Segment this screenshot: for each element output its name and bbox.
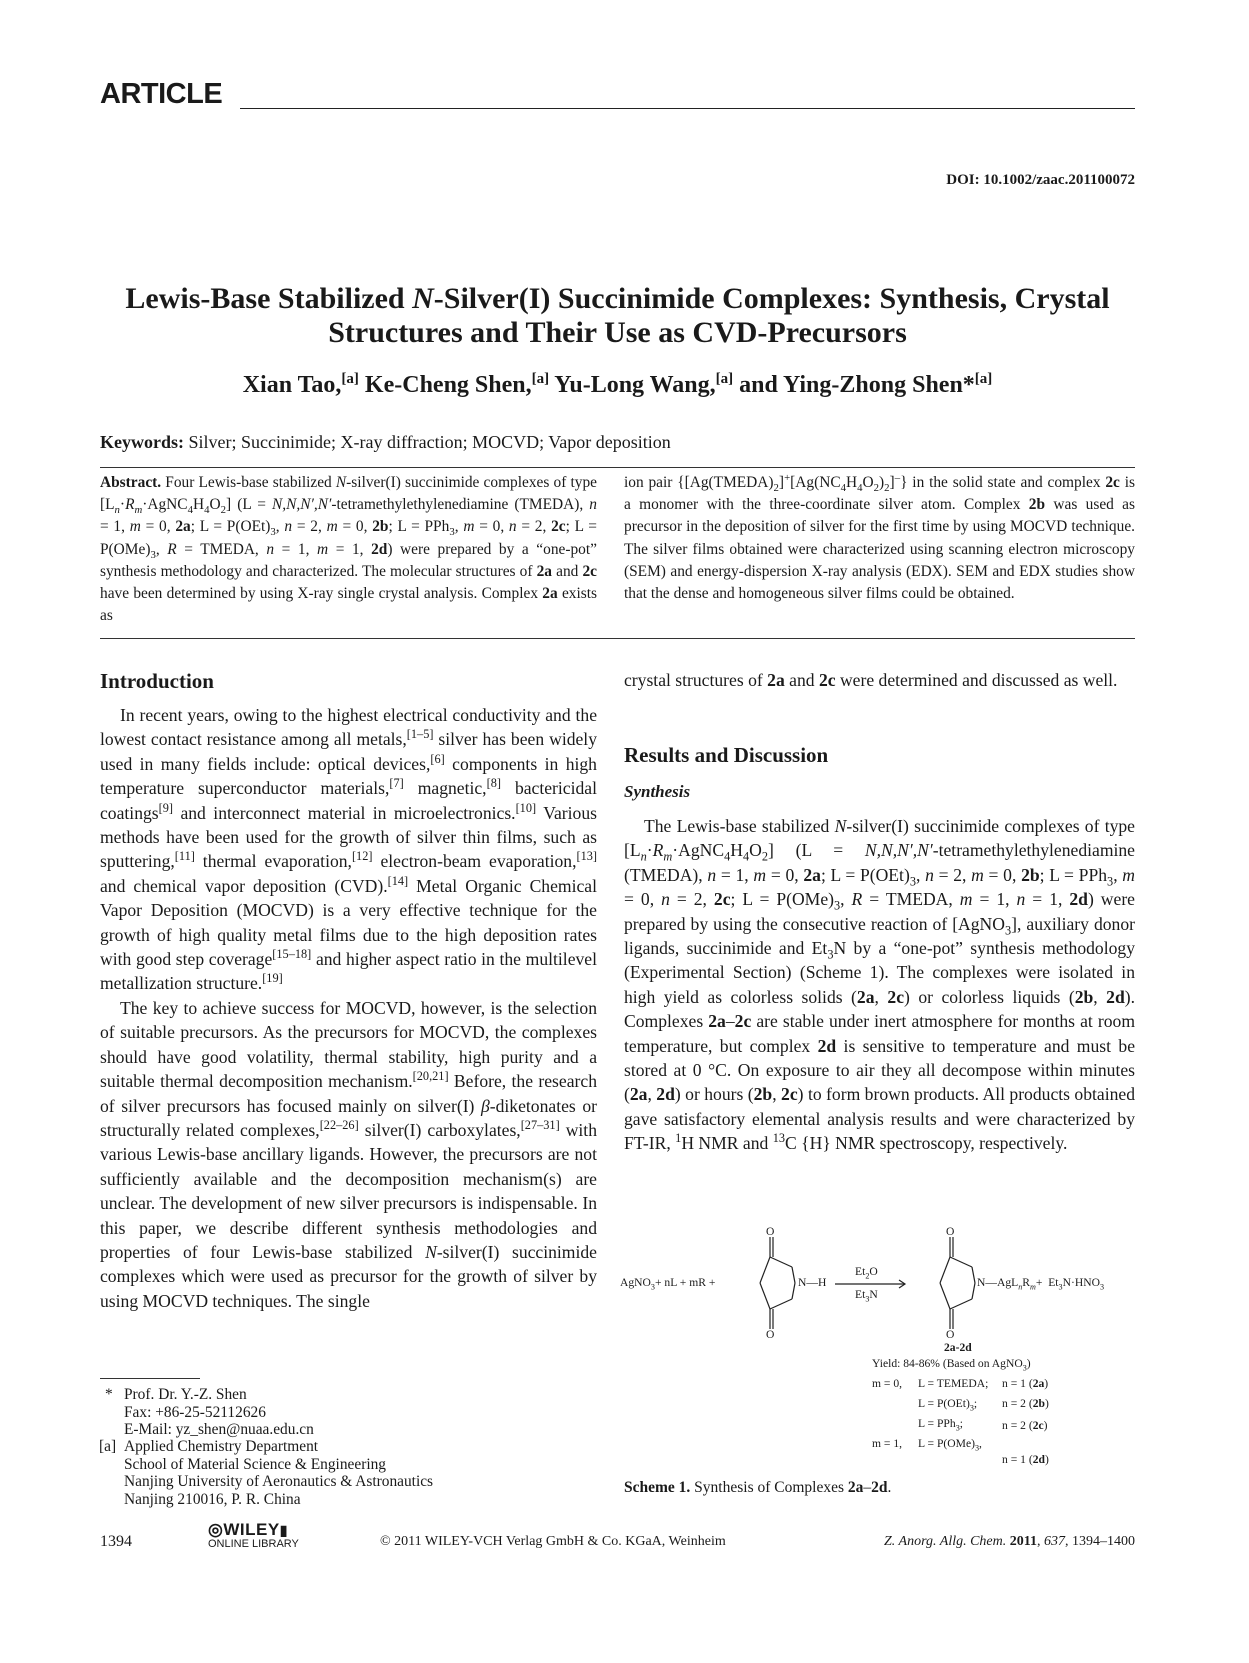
author-2: Ke-Cheng Shen,	[364, 372, 532, 398]
affiliation-mark: [a]	[99, 1438, 117, 1455]
copyright: © 2011 WILEY-VCH Verlag GmbH & Co. KGaA, Weinheim	[380, 1534, 726, 1549]
abstract-top-rule	[100, 467, 1135, 468]
product-ring	[940, 1237, 975, 1329]
title-line-2: Structures and Their Use as CVD-Precursors	[328, 316, 907, 349]
author-list: Xian Tao,[a] Ke-Cheng Shen,[a] Yu-Long Wang,[a] and Ying-Zhong Shen*[a]	[242, 371, 993, 398]
page-number: 1394	[100, 1533, 132, 1550]
synthesis-body: The Lewis-base stabilized N-silver(I) succinimide complexes of type $[L_n\cdot R_m\cdot AgNC_4H_4O_2] (L$ = N,N,N′,N′-tetramethylethylenediamine (TMEDA), n = 1, m = 0, 2a; $L = P(OEt)_3$, n = 2, m = 0, 2b; L = PPh$_3$, m = 0, n = 2, 2c; $L = P(OMe)_3$, R = TMEDA, m = 1, n = 1, 2d) were prepared by using the consecutive reaction of [AgNO$_3$], auxiliary donor ligands, succinimide and $Et_3N$ by a “one-pot” synthesis methodology (Experimental Section) (Scheme 1). The complexes were isolated in high yield as colorless solids (2a, 2c) or colorless liquids (2b, 2d). Complexes 2a–2c are stable under inert atmosphere for months at room temperature, but complex 2d is sensitive to temperature and must be stored at 0 °C. On exposure to air they all decompose within minutes (2a, 2d) or hours (2b, 2c) to form brown products. All products obtained gave satisfactory elemental analysis results and were characterized by FT-IR, $^1$H NMR and $^{13}$C {H} NMR spectroscopy, respectively.	[624, 816, 1136, 1154]
author-1: Xian Tao,	[242, 372, 342, 398]
keywords-label: Keywords:	[100, 432, 184, 452]
scheme-caption: Scheme 1. Synthesis of Complexes 2a–2d.	[624, 1479, 892, 1496]
affiliation: Applied Chemistry Department School of Material Science & Engineering Nanjing University of Aeronautics & Astronautics Nanjing 210016, P. R. China	[124, 1438, 434, 1508]
base-label: $Et_3N$	[855, 1288, 878, 1304]
abstract-right: ion pair $\{[Ag(TMEDA)_2]^+[Ag(NC_4H_4O_2)_2]^-\}$ in the solid state and complex 2c is a monomer with the three-coordinate silver atom. Complex 2b was used as precursor in the deposition of silver for the first time by using MOCVD technique. The silver films obtained were characterized using scanning electron microscopy (SEM) and energy-dispersion X-ray analysis (EDX). SEM and EDX studies show that the dense and homogeneous silver films could be obtained.	[624, 471, 1136, 603]
wiley-logo[interactable]: ◎WILEY▮ ONLINE LIBRARY	[208, 1520, 299, 1550]
intro-continued: crystal structures of 2a and 2c were determined and discussed as well.	[624, 670, 1118, 690]
email[interactable]: E-Mail: yz_shen@nuaa.edu.cn	[124, 1421, 314, 1438]
solvent-label: $Et_2O$	[855, 1265, 878, 1281]
section-results: Results and Discussion	[624, 743, 829, 767]
header-rule	[240, 108, 1135, 109]
keywords-text: Silver; Succinimide; X-ray diffraction; MOCVD; Vapor deposition	[188, 432, 671, 452]
article-title: Lewis-Base Stabilized N-Silver(I) Succinimide Complexes: Synthesis, Crystal Structures and Their Use as CVD-Precursors	[100, 282, 1135, 350]
footnote-star: *	[105, 1386, 113, 1403]
scheme-1: O O O O AgNO$_3$+ nL + mR + N—H $Et_2O$ $Et_3N$ $N—AgL_nR_m+ Et_3N\cdot HNO_3$ 2a-2d Yield: 84-86% (Based on AgNO$_3$) m = 0, L = TEMEDA; n = 1 (2a) $L = P(OEt)_3$; n = 2 (2b) L = PPh$_3$; n = 2 (2c) m = 1, $L = P(OMe)_3$, n = 1 (2d)	[620, 1225, 1140, 1475]
product-label: 2a-2d	[944, 1341, 972, 1354]
author-4: and Ying-Zhong Shen*	[739, 372, 975, 398]
wiley-icon: ◎	[208, 1520, 224, 1539]
section-introduction: Introduction	[100, 669, 214, 693]
product-formula: $N—AgL_nR_m+ Et_3N\cdot HNO_3$	[977, 1276, 1105, 1292]
reaction-arrow	[835, 1280, 905, 1288]
abstract-bottom-rule	[100, 638, 1135, 639]
author-3: Yu-Long Wang,	[554, 372, 716, 398]
introduction-body: In recent years, owing to the highest electrical conductivity and the lowest contact resistance among all metals,[1–5] silver has been widely used in many fields include: optical devices,[6] components in high temperature superconductor materials,[7] magnetic,[8] bactericidal coatings[9] and interconnect material in microelectronics.[10] Various methods have been used for the growth of silver thin films, such as sputtering,[11] thermal evaporation,[12] electron-beam evaporation,[13] and chemical vapor deposition (CVD).[14] Metal Organic Chemical Vapor Deposition (MOCVD) is a very effective technique for the growth of high quality metal films due to the high deposition rates with good step coverage[15–18] and higher aspect ratio in the multilevel metallization structure.[19] The key to achieve success for MOCVD, however, is the selection of suitable precursors. As the precursors for MOCVD, the complexes should have good volatility, thermal stability, high purity and a suitable thermal decomposition mechanism.[20,21] Before, the research of silver precursors has focused mainly on silver(I) β-diketonates or structurally related complexes,[22–26] silver(I) carboxylates,[27–31] with various Lewis-base ancillary ligands. However, the precursors are not sufficiently available and the decomposition mechanism(s) are unclear. The development of new silver precursors is indispensable. In this paper, we describe different synthesis methodologies and properties of four Lewis-base stabilized N-silver(I) succinimide complexes which were used as precursor for the growth of silver by using MOCVD techniques. The single	[100, 705, 597, 1311]
abstract-left: Abstract. Four Lewis-base stabilized N-silver(I) succinimide complexes of type $[L_n\cdot R_m\cdot AgNC_4H_4O_2] (L$ = N,N,N′,N′-tetramethylethylenediamine (TMEDA), n = 1, m = 0, 2a; $L = P(OEt)_3$, n = 2, m = 0, 2b; L = PPh$_3$, m = 0, n = 2, 2c; $L = P(OMe)_3$, R = TMEDA, n = 1, m = 1, 2d) were prepared by a “one-pot” synthesis methodology and characterized. The molecular structures of 2a and 2c have been determined by using X-ray single crystal analysis. Complex 2a exists as	[100, 474, 598, 625]
corresponding-author: Prof. Dr. Y.-Z. Shen Fax: +86-25-52112626 E-Mail: yz_shen@nuaa.edu.cn	[124, 1386, 314, 1438]
reagents: AgNO$_3$+ nL + mR +	[620, 1276, 716, 1292]
succinimide-ring	[760, 1237, 795, 1329]
subsection-synthesis: Synthesis	[624, 782, 691, 801]
footnote-rule	[100, 1378, 200, 1379]
article-label: ARTICLE	[100, 78, 223, 110]
doi[interactable]: DOI: 10.1002/zaac.201100072	[946, 172, 1135, 188]
keywords	[100, 432, 671, 453]
succinimide-nh: N—H	[798, 1276, 827, 1289]
journal-citation: Z. Anorg. Allg. Chem. 2011, 637, 1394–1400	[884, 1534, 1135, 1549]
yield-text: Yield: 84-86% (Based on AgNO$_3$)	[872, 1357, 1031, 1373]
